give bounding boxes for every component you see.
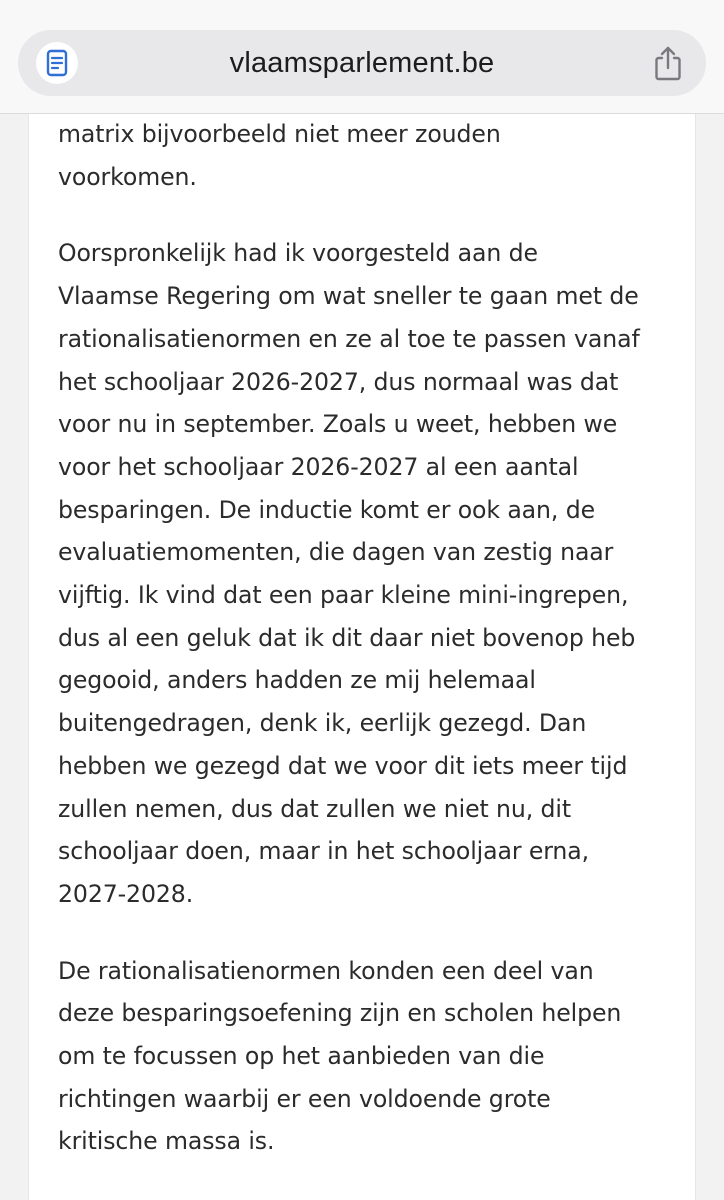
share-icon[interactable] xyxy=(650,44,686,82)
browser-top-bar xyxy=(0,0,724,114)
paragraph-2: Oorspronkelijk had ik voorgesteld aan de Vlaamse Regering om wat sneller te gaan met de rationalisatienormen en ze al toe te passen vanaf het schooljaar 2026-2027, dus normaal was dat voor nu in september. Zoals u weet, hebben we voor het schooljaar 2026-2027 al een aantal besparingen. De inductie komt er ook aan, de evaluatiemomenten, die dagen van zestig naar vijftig. Ik vind dat een paar kleine mini-ingrepen, dus al een geluk dat ik dit daar niet bovenop heb gegooid, anders hadden ze mij helemaal buitengedragen, denk ik, eerlijk gezegd. Dan hebben we gezegd dat we voor dit iets meer tijd zullen nemen, dus dat zullen we niet nu, dit schooljaar doen, maar in het schooljaar erna, 2027-2028. xyxy=(58,239,640,908)
address-bar[interactable] xyxy=(18,30,706,96)
paragraph-3: De rationalisatienormen konden een deel van deze besparingsoefening zijn en scholen helpen om te focussen op het aanbieden van die richtingen waarbij er een voldoende grote kritische massa is. xyxy=(58,956,622,1156)
article-body xyxy=(58,114,678,1163)
reader-page xyxy=(28,114,696,1200)
paragraph-1: matrix bijvoorbeeld niet meer zouden voorkomen. xyxy=(58,120,501,191)
url-text[interactable]: vlaamsparlement.be xyxy=(229,47,495,79)
